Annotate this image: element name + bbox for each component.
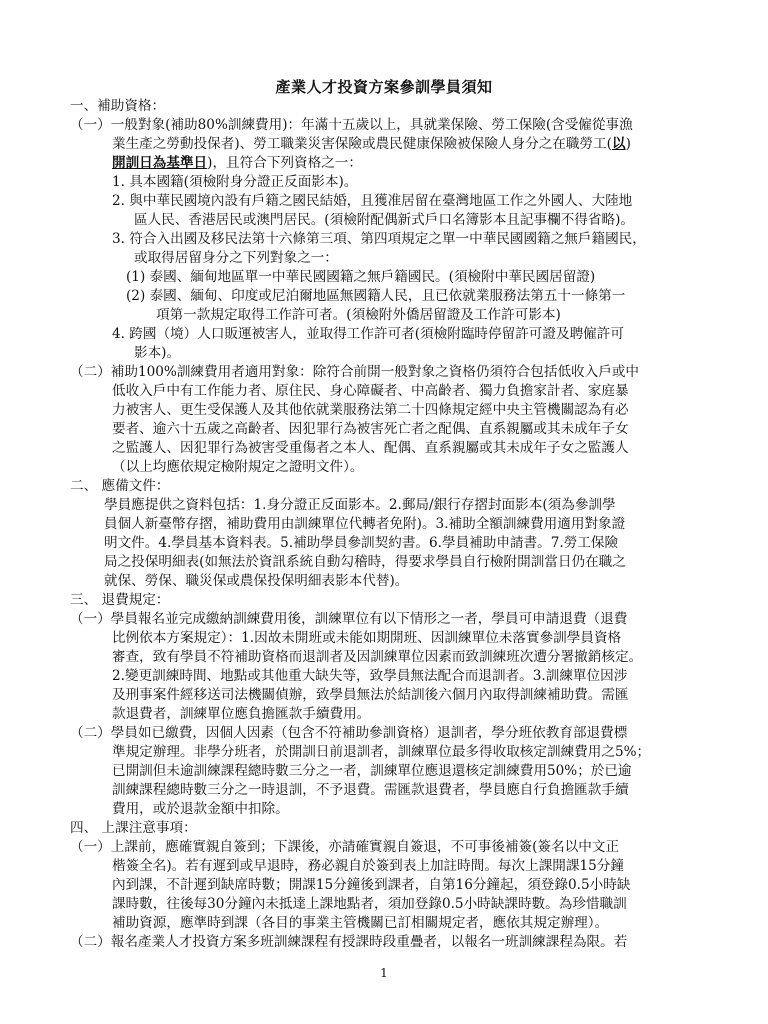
text-line: 要者、逾六十五歲之高齡者、因犯罪行為被害死亡者之配偶、直系親屬或其未成年子女 [112, 421, 629, 437]
text-line: 三、 退費規定： [70, 592, 170, 608]
text-line: 一、補助資格： [70, 98, 166, 114]
text-line: 員個人新臺幣存摺，補助費用由訓練單位代轉者免附)。3.補助全額訓練費用適用對象證 [104, 516, 626, 532]
text-line: 楷簽全名)。若有遲到或早退時，務必親自於簽到表上加註時間。每次上課開課15分鐘 [112, 858, 624, 874]
line-text: )，且符合下列資格之一： [207, 155, 362, 171]
text-line: 區人民、香港居民或澳門居民。(須檢附配偶新式戶口名簿影本且記事欄不得省略)。 [134, 212, 634, 228]
text-line: （一）上課前，應確實親自簽到；下課後，亦請確實親自簽退，不可事後補簽(簽名以中文正 [70, 839, 620, 855]
text-line: (2) 泰國、緬甸、印度或尼泊爾地區無國籍人民，且已依就業服務法第五十一條第一 [126, 288, 626, 304]
text-line: 補助資源，應準時到課（各目的事業主管機關已訂相關規定者，應依其規定辦理）。 [112, 915, 609, 931]
text-line: （二）學員如已繳費，因個人因素（包含不符補助參訓資格）退訓者，學分班依教育部退費標 [70, 725, 628, 741]
text-line: 內到課，不計遲到缺席時數；開課15分鐘後到課者，自第16分鐘起，須登錄0.5小時缺 [112, 877, 631, 893]
text-line: 費用，或於退款金額中扣除。 [112, 801, 289, 817]
page-number: 1 [380, 966, 388, 980]
text-line: 力被害人、更生受保護人及其他依就業服務法第二十四條規定經中央主管機關認為有必 [112, 402, 629, 418]
text-line: 2. 與中華民國境內設有戶籍之國民結婚，且獲准居留在臺灣地區工作之外國人、大陸地 [112, 193, 633, 209]
text-line: 或取得居留身分之下列對象之一： [134, 250, 338, 266]
text-line: 二、 應備文件： [70, 478, 170, 494]
text-line: 訓練課程總時數三分之一時退訓，不予退費。需匯款退費者，學員應自行負擔匯款手續 [112, 782, 629, 798]
text-line: 影本)。 [134, 345, 181, 361]
text-line: 四、 上課注意事項： [70, 820, 197, 836]
text-line: 課時數，往後每30分鐘內未抵達上課地點者，須加登錄0.5小時缺課時數。為珍惜職訓 [112, 896, 627, 912]
line-text: 業生產之勞動投保者)、勞工職業災害保險或農民健康保險被保險人身分之在職勞工( [112, 136, 612, 152]
text-line: 低收入戶中有工作能力者、原住民、身心障礙者、中高齡者、獨力負擔家計者、家庭暴 [112, 383, 629, 399]
underlined-text: 開訓日為基準日 [112, 155, 208, 171]
text-line: （一）學員報名並完成繳納訓練費用後，訓練單位有以下情形之一者，學員可申請退費（退費 [70, 611, 628, 627]
text-line: （二）報名產業人才投資方案多班訓練課程有授課時段重疊者，以報名一班訓練課程為限。若 [70, 934, 628, 950]
text-line: 3. 符合入出國及移民法第十六條第三項、第四項規定之單一中華民國國籍之無戶籍國民， [112, 231, 646, 247]
text-line: 項第一款規定取得工作許可者。(須檢附外僑居留證及工作許可影本) [156, 307, 561, 323]
text-line: 比例依本方案規定）：1.因故未開班或未能如期開班、因訓練單位未落實參訓學員資格 [112, 630, 622, 646]
text-line [112, 153, 362, 173]
text-line: 準規定辦理。非學分班者，於開訓日前退訓者，訓練單位最多得收取核定訓練費用之5%； [112, 744, 651, 760]
text-line: 2.變更訓練時間、地點或其他重大缺失等，致學員無法配合而退訓者。3.訓練單位因涉 [112, 668, 628, 684]
text-line: 4. 跨國（境）人口販運被害人，並取得工作許可者(須檢附臨時停留許可證及聘僱許可 [112, 326, 624, 342]
text-line: 及刑事案件經移送司法機關偵辦，致學員無法於結訓後六個月內取得訓練補助費。需匯 [112, 687, 629, 703]
text-line: 審查，致有學員不符補助資格而退訓者及因訓練單位因素而致訓練班次遭分署撤銷核定。 [112, 649, 643, 665]
text-line: (1) 泰國、緬甸地區單一中華民國國籍之無戶籍國民。(須檢附中華民國居留證) [126, 269, 596, 285]
text-line: 就保、勞保、職災保或農保投保明細表影本代替)。 [104, 573, 409, 589]
text-line: 學員應提供之資料包括：1.身分證正反面影本。2.郵局/銀行存摺封面影本(須為參訓學 [104, 497, 616, 513]
underlined-text: 以 [611, 136, 626, 152]
text-line: 款退費者，訓練單位應負擔匯款手續費用。 [112, 706, 371, 722]
text-line: 1. 具本國籍(須檢附身分證正反面影本)。 [112, 174, 358, 190]
text-line: （以上均應依規定檢附規定之證明文件）。 [112, 459, 364, 475]
text-line: （二）補助100%訓練費用者適用對象：除符合前開一般對象之資格仍須符合包括低收入戶或中 [70, 364, 640, 380]
text-line: 之監護人、因犯罪行為被害受重傷者之本人、配偶、直系親屬或其未成年子女之監護人 [112, 440, 629, 456]
text-line: 業生產之勞動投保者)、勞工職業災害保險或農民健康保險被保險人身分之在職勞工(以) [112, 136, 631, 152]
text-line: （一）一般對象(補助80%訓練費用)：年滿十五歲以上，具就業保險、勞工保險(含受僱從事漁 [70, 117, 633, 133]
text-line: 明文件。4.學員基本資料表。5.補助學員參訓契約書。6.學員補助申請書。7.勞工保險 [104, 535, 619, 551]
document-title: 產業人才投資方案參訓學員須知 [275, 78, 493, 96]
text-line: 局之投保明細表(如無法於資訊系統自動勾稽時，得要求學員自行檢附開訓當日仍在職之 [104, 554, 626, 570]
text-line: 已開訓但未逾訓練課程總時數三分之一者，訓練單位應退還核定訓練費用50%；於已逾 [112, 763, 632, 779]
